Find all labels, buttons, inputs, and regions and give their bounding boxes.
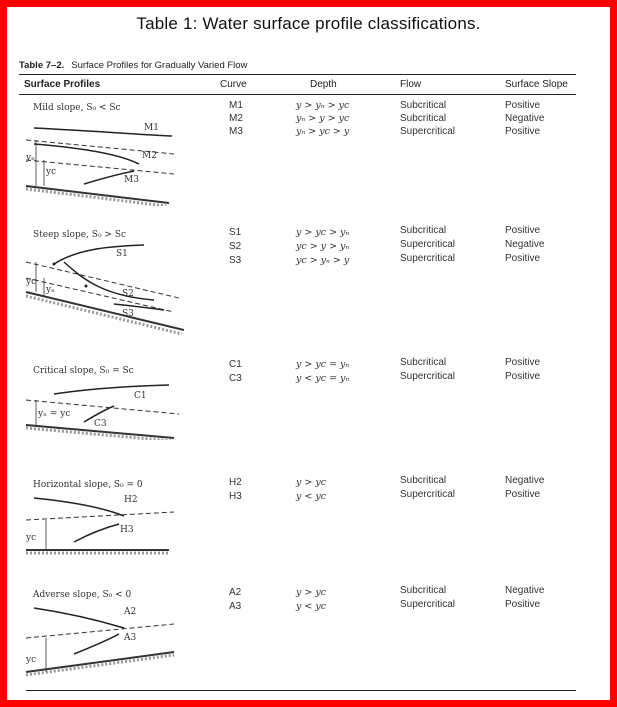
mild-flow-1: Subcritical (400, 100, 447, 111)
horizontal-depth-2: y < yc (296, 491, 327, 502)
critical-label-c3: C3 (94, 419, 107, 429)
mild-label-yn: yₙ (26, 153, 35, 163)
table-number: Table 7–2. (19, 60, 65, 71)
page-title: Table 1: Water surface profile classifications. (136, 14, 481, 33)
header-flow: Flow (400, 79, 422, 90)
horizontal-curve-2: H3 (229, 491, 242, 502)
header-bottom-rule (19, 94, 576, 95)
adverse-slope-2: Positive (505, 599, 541, 610)
adverse-slope-diagram (24, 602, 184, 677)
mild-depth-2: yₙ > y > yc (296, 113, 350, 124)
steep-flow-3: Supercritical (400, 253, 456, 264)
steep-flow-2: Supercritical (400, 239, 456, 250)
header-surface-slope: Surface Slope (505, 79, 568, 90)
adverse-flow-2: Supercritical (400, 599, 456, 610)
header-depth: Depth (310, 79, 337, 90)
horizontal-label-h2: H2 (124, 495, 138, 505)
mild-curve-1: M1 (229, 100, 243, 111)
adverse-curve-2: A3 (229, 601, 242, 612)
critical-label-c1: C1 (134, 391, 147, 401)
steep-label-yn: yₙ (46, 285, 55, 295)
mild-label-m3: M3 (124, 175, 139, 185)
critical-slope-2: Positive (505, 371, 541, 382)
critical-curve-1: C1 (229, 359, 242, 370)
steep-depth-3: yc > yₙ > y (296, 255, 350, 266)
adverse-curve-1: A2 (229, 587, 242, 598)
critical-depth-2: y < yc = yₙ (296, 373, 350, 384)
horizontal-label-yc: yc (26, 533, 37, 543)
row-label-adverse: Adverse slope, S₀ < 0 (33, 590, 132, 600)
mild-depth-3: yₙ > yc > y (296, 126, 350, 137)
horizontal-curve-1: H2 (229, 477, 242, 488)
header-curve: Curve (220, 79, 247, 90)
row-label-steep: Steep slope, S₀ > Sc (33, 230, 127, 240)
horizontal-flow-2: Supercritical (400, 489, 456, 500)
horizontal-slope-2: Positive (505, 489, 541, 500)
table-bottom-rule (26, 690, 576, 691)
adverse-label-yc: yc (26, 655, 37, 665)
critical-flow-2: Supercritical (400, 371, 456, 382)
steep-slope-1: Positive (505, 225, 541, 236)
adverse-label-a2: A2 (124, 607, 137, 617)
horizontal-flow-1: Subcritical (400, 475, 447, 486)
critical-label-yn-yc: yₙ = yc (38, 409, 71, 419)
horizontal-depth-1: y > yc (296, 477, 327, 488)
steep-label-yc: yc (26, 277, 37, 287)
mild-slope-2: Negative (505, 113, 545, 124)
steep-depth-2: yc > y > yₙ (296, 241, 350, 252)
steep-curve-2: S2 (229, 241, 242, 252)
row-label-critical: Critical slope, S₀ = Sc (33, 366, 134, 376)
table-caption-text: Surface Profiles for Gradually Varied Flow (71, 60, 248, 71)
mild-slope-1: Positive (505, 100, 541, 111)
row-label-horizontal: Horizontal slope, S₀ = 0 (33, 480, 143, 490)
table-caption (19, 60, 247, 71)
adverse-label-a3: A3 (124, 633, 137, 643)
header-surface-profiles: Surface Profiles (24, 79, 101, 90)
mild-depth-1: y > yₙ > yc (296, 100, 350, 111)
mild-flow-3: Supercritical (400, 126, 456, 137)
steep-slope-diagram (24, 240, 184, 335)
mild-curve-3: M3 (229, 126, 243, 137)
adverse-flow-1: Subcritical (400, 585, 447, 596)
adverse-depth-2: y < yc (296, 601, 327, 612)
mild-label-m2: M2 (142, 151, 157, 161)
critical-depth-1: y > yc = yₙ (296, 359, 350, 370)
adverse-depth-1: y > yc (296, 587, 327, 598)
critical-slope-diagram (24, 380, 184, 440)
adverse-slope-1: Negative (505, 585, 545, 596)
mild-label-yc: yc (46, 167, 57, 177)
mild-slope-3: Positive (505, 126, 541, 137)
steep-flow-1: Subcritical (400, 225, 447, 236)
steep-curve-3: S3 (229, 255, 242, 266)
critical-slope-1: Positive (505, 357, 541, 368)
critical-curve-2: C3 (229, 373, 242, 384)
horizontal-slope-1: Negative (505, 475, 545, 486)
mild-label-m1: M1 (144, 123, 159, 133)
steep-depth-1: y > yc > yₙ (296, 227, 350, 238)
steep-label-s1: S1 (116, 249, 128, 259)
steep-slope-3: Positive (505, 253, 541, 264)
steep-label-s3: S3 (122, 309, 134, 319)
mild-slope-diagram (24, 116, 184, 206)
steep-slope-2: Negative (505, 239, 545, 250)
critical-flow-1: Subcritical (400, 357, 447, 368)
steep-curve-1: S1 (229, 227, 242, 238)
table-top-rule (19, 74, 576, 75)
row-label-mild: Mild slope, S₀ < Sc (33, 103, 121, 113)
mild-flow-2: Subcritical (400, 113, 447, 124)
horizontal-label-h3: H3 (120, 525, 134, 535)
horizontal-slope-diagram (24, 492, 184, 562)
mild-curve-2: M2 (229, 113, 243, 124)
steep-label-s2: S2 (122, 289, 134, 299)
